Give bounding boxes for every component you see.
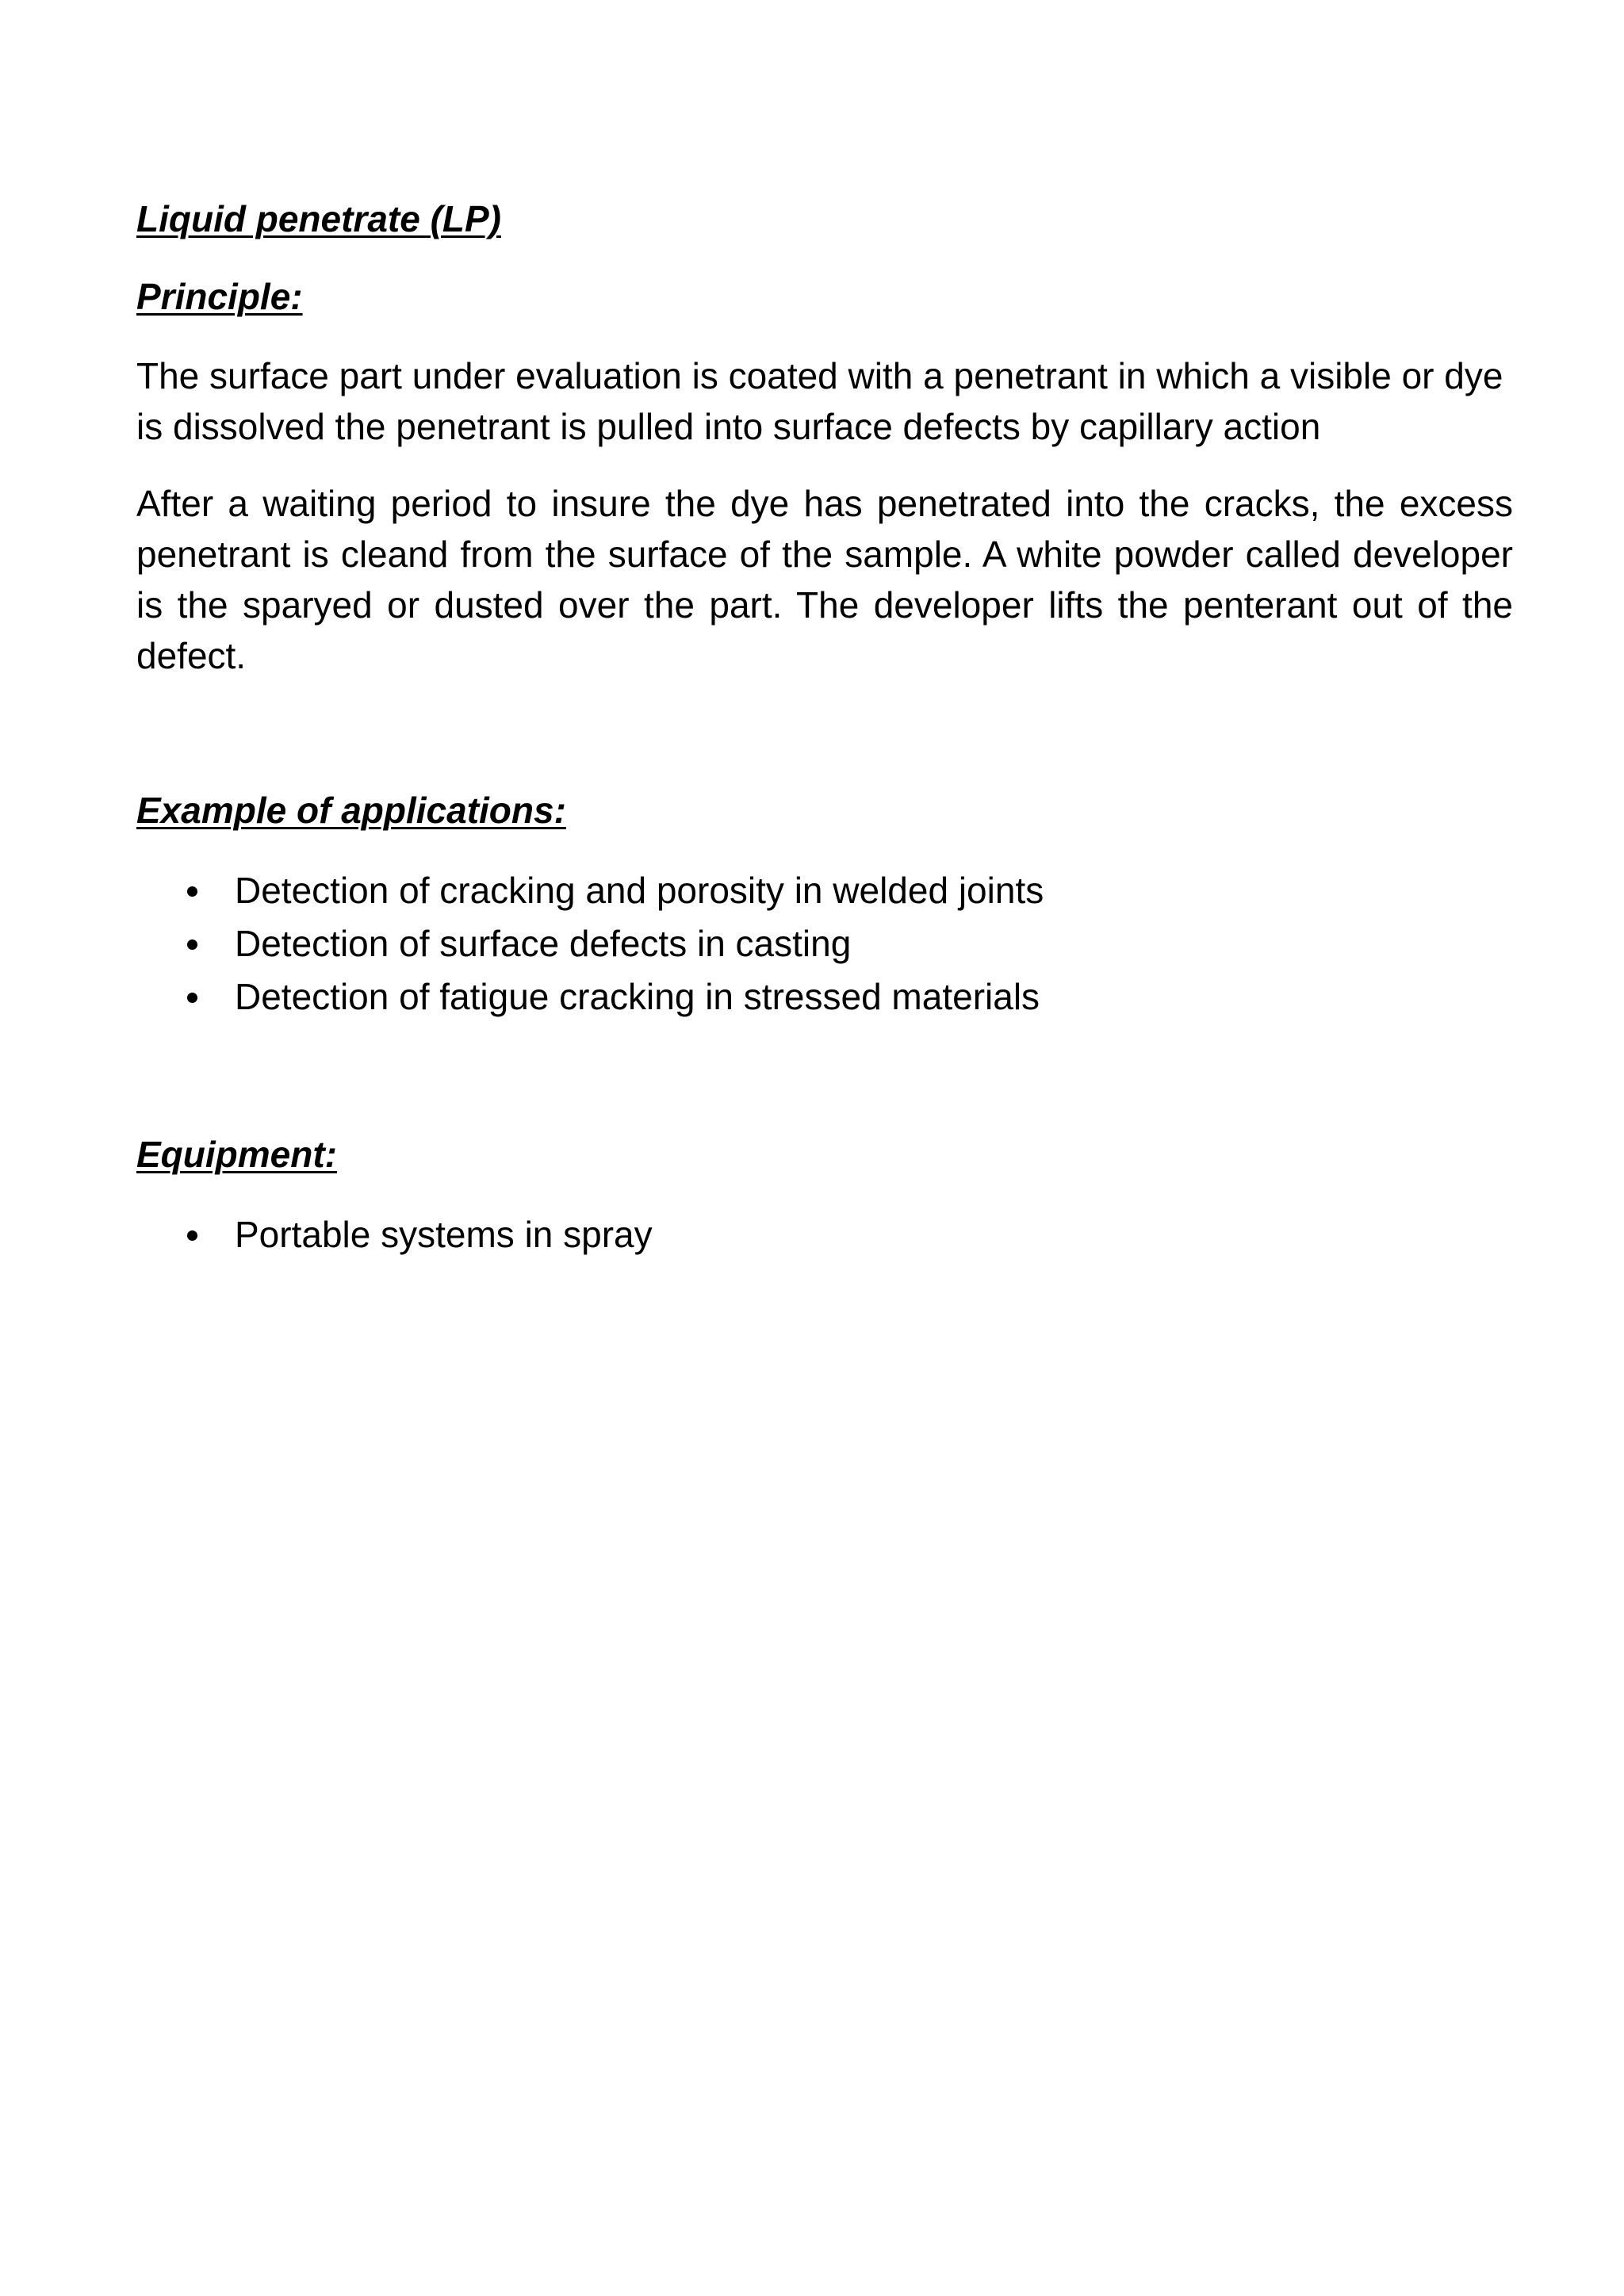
principle-paragraph-2: After a waiting period to insure the dye has penetrated into the cracks, the excess penetrant is cleand from the surface of the sample. A white powder called developer is the sparyed or dusted over the part. The developer lifts the penterant out of the defect.: [136, 483, 1513, 676]
list-item: Detection of cracking and porosity in welded joints: [136, 864, 1513, 917]
document-title: Liquid penetrate (LP): [136, 198, 501, 239]
bullet-icon: [187, 993, 197, 1003]
principle-heading: Principle:: [136, 276, 303, 317]
list-item: Detection of surface defects in casting: [136, 917, 1513, 970]
bullet-icon: [187, 939, 197, 950]
equipment-heading: Equipment:: [136, 1134, 337, 1175]
equipment-list: [136, 1208, 1513, 1261]
principle-paragraph-1: The surface part under evaluation is coated with a penetrant in which a visible or dye is dissolved the penetrant is pulled into surface defects by capillary action: [136, 355, 1503, 447]
applications-heading: Example of applications:: [136, 790, 566, 831]
applications-list: [136, 864, 1513, 1024]
bullet-icon: [187, 1230, 197, 1241]
list-item: Portable systems in spray: [136, 1208, 1513, 1261]
bullet-icon: [187, 886, 197, 897]
list-item: Detection of fatigue cracking in stressed materials: [136, 970, 1513, 1024]
